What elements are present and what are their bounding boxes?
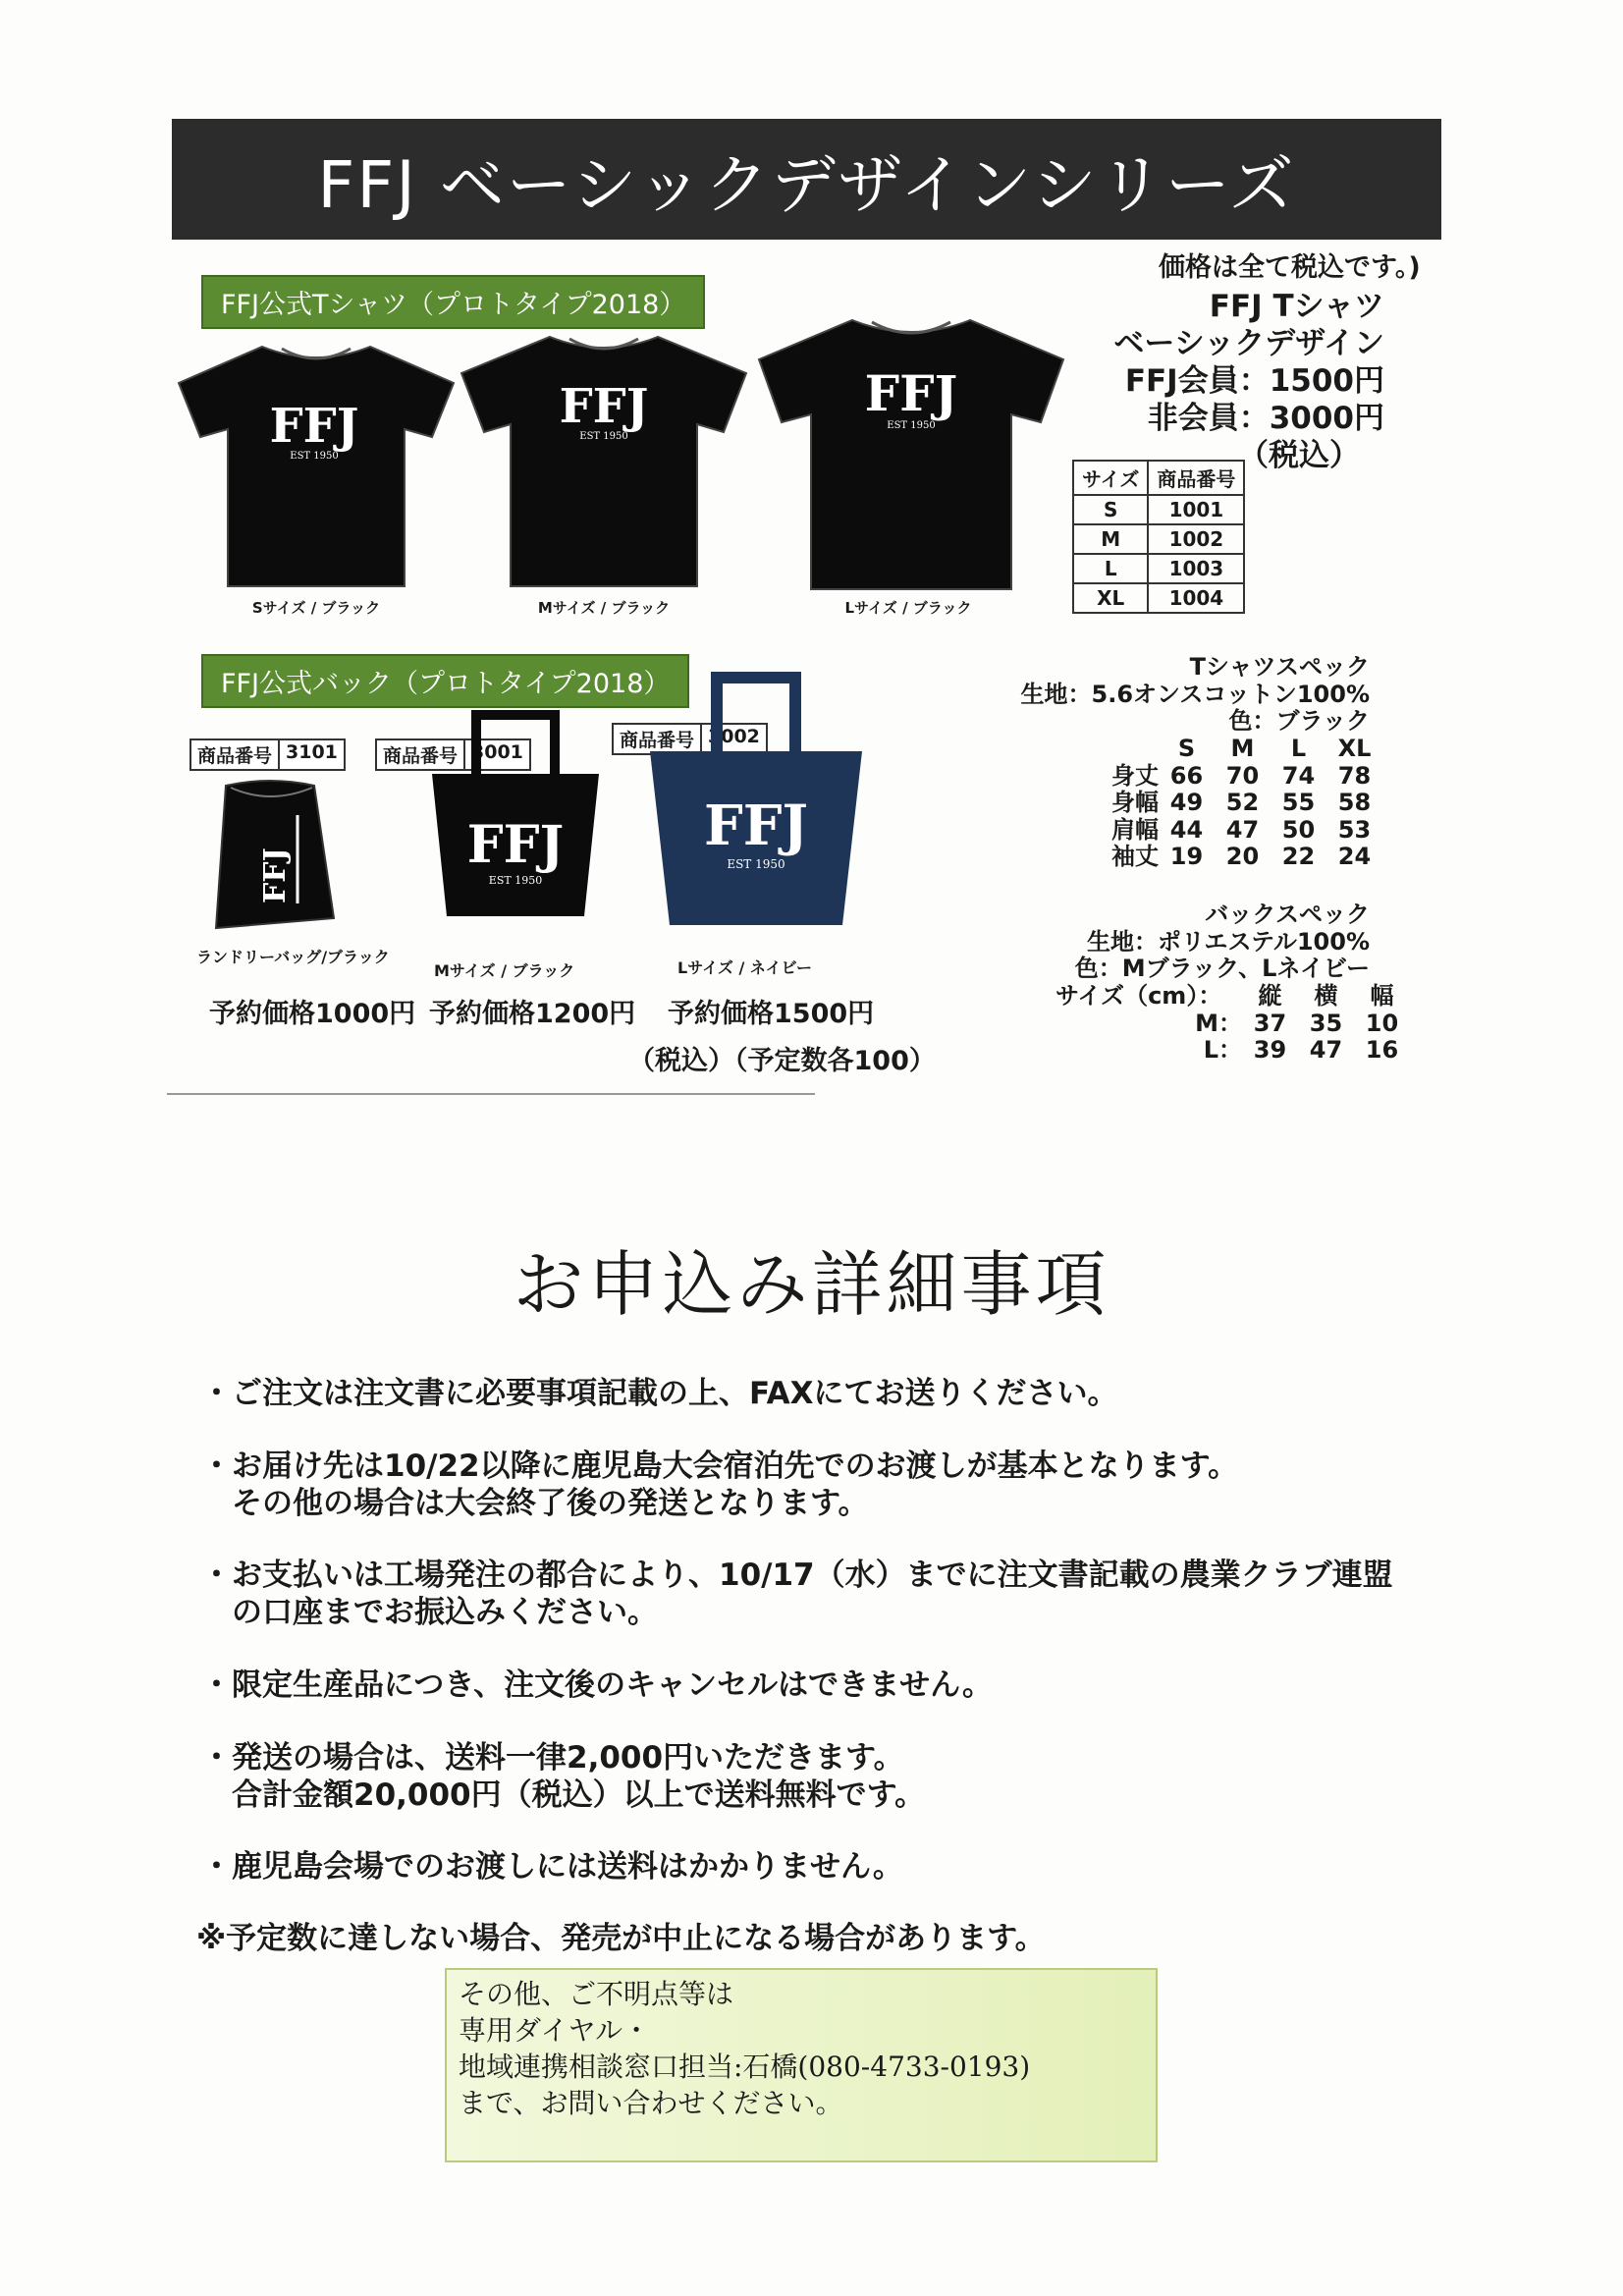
tote-m-logo: FFJ [466, 815, 565, 875]
table-row: L： 39 47 16 [1203, 1036, 1399, 1064]
svg-text:EST 1950: EST 1950 [488, 874, 543, 887]
tshirt-section-label: FFJ公式Tシャツ（プロトタイプ2018） [201, 275, 705, 329]
laundry-bag-image [196, 776, 344, 937]
svg-text:EST 1950: EST 1950 [579, 431, 628, 442]
table-row: L 1003 [1073, 554, 1244, 583]
tote-l-logo: FFJ [703, 793, 809, 858]
bag-number-label-3001: 商品番号 3001 [375, 738, 531, 771]
table-row: XL 1004 [1073, 583, 1244, 613]
detail-bullet-2: ・お届け先は10/22以降に鹿児島大会宿泊先でのお渡しが基本となります。 その他の場合は大会終了後の発送となります。 [201, 1449, 1239, 1521]
svg-text:EST 1950: EST 1950 [887, 420, 936, 431]
tee-spec-fabric: 生地：5.6オンスコットン100% [1020, 680, 1370, 708]
tshirt-image-m [457, 329, 751, 614]
banner-title: FFJ ベーシックデザインシリーズ [172, 119, 1441, 240]
tshirt-logo-l: FFJ [864, 364, 958, 422]
svg-text:EST 1950: EST 1950 [727, 857, 785, 871]
tshirt-image-s [169, 339, 463, 624]
tee-spec [982, 654, 1370, 736]
tshirt-image-l [754, 312, 1068, 597]
tshirt-logo-m: FFJ [559, 379, 649, 434]
details-heading: お申込み詳細事項 [513, 1243, 1110, 1326]
detail-bullet-6: ・鹿児島会場でのお渡しには送料はかかりません。 [201, 1849, 903, 1885]
detail-bullet-4: ・限定生産品につき、注文後のキャンセルはできません。 [201, 1667, 993, 1703]
detail-warning: ※予定数に達しない場合、発売が中止になる場合があります。 [196, 1921, 1046, 1956]
tee-info-line2: ベーシックデザイン [1113, 326, 1384, 361]
tshirt-logo-s: FFJ [269, 399, 359, 454]
bag-section-label: FFJ公式バック（プロトタイプ2018） [201, 654, 689, 708]
bag-spec [982, 902, 1370, 983]
tshirt-caption-m: Mサイズ / ブラック [537, 599, 671, 617]
tote-bag-l-image [648, 668, 864, 937]
table-row: M 1002 [1073, 524, 1244, 554]
tee-info-line1: FFJ Tシャツ [1209, 289, 1384, 324]
bag-number-label-3002: 商品番号 3002 [612, 723, 768, 755]
bag-spec-color: 色：Mブラック、Lネイビー [1074, 955, 1370, 982]
tee-info-tax: （税込） [1238, 438, 1360, 473]
detail-bullet-1: ・ご注文は注文書に必要事項記載の上、FAXにてお送りください。 [201, 1376, 1118, 1411]
bag-caption-m: Mサイズ / ブラック [434, 961, 575, 980]
contact-line1: その他、ご不明点等は [459, 1978, 734, 2010]
bag-caption-l: Lサイズ / ネイビー [677, 958, 812, 977]
tshirt-caption-l: Lサイズ / ブラック [844, 599, 972, 617]
table-row: 身幅 49 52 55 58 [1111, 789, 1372, 816]
bag-caption-laundry: ランドリーバッグ/ブラック [196, 948, 390, 966]
tee-spec-color: 色：ブラック [1228, 707, 1370, 735]
tee-info-nonmember-price: 非会員：3000円 [1147, 401, 1384, 436]
table-row: 身丈 66 70 74 78 [1111, 761, 1372, 790]
svg-text:FFJ: FFJ [258, 847, 293, 903]
price-note: 価格は全て税込です。) [1159, 252, 1421, 283]
tote-bag-m-image [427, 705, 604, 925]
bag-price-l: 予約価格1500円 [668, 999, 875, 1029]
detail-bullet-5: ・発送の場合は、送料一律2,000円いただきます。 合計金額20,000円（税込）以上で送料無料です。 [201, 1740, 926, 1813]
svg-text:EST 1950: EST 1950 [290, 451, 339, 462]
detail-bullet-3: ・お支払いは工場発注の都合により、10/17（水）までに注文書記載の農業クラブ連盟 の口座までお振込みください。 [201, 1558, 1393, 1630]
tee-spec-title: Tシャツスペック [1189, 653, 1370, 681]
tee-info-member-price: FFJ会員：1500円 [1124, 363, 1384, 399]
tshirt-caption-s: Sサイズ / ブラック [251, 599, 381, 617]
size-table-header-size: サイズ [1073, 461, 1148, 495]
tee-spec-grid: S M L XL 身丈 66 70 74 78 身幅 49 52 55 58 肩幅 44 47 50 53 袖丈 19 20 22 24 [1090, 736, 1382, 871]
bag-note: （税込）（予定数各100） [628, 1046, 936, 1076]
tee-info [1109, 288, 1384, 474]
bag-spec-title: バックスペック [1205, 901, 1370, 928]
bag-number-label-3101: 商品番号 3101 [189, 738, 346, 771]
table-row: 袖丈 19 20 22 24 [1111, 843, 1372, 870]
table-row: 肩幅 44 47 50 53 [1111, 815, 1372, 844]
table-row: M： 37 35 10 [1195, 1009, 1399, 1037]
bag-price-laundry: 予約価格1000円 [209, 999, 416, 1029]
contact-line2: 専用ダイヤル・ [459, 2014, 651, 2047]
table-row: S 1001 [1073, 495, 1244, 524]
size-table-header-number: 商品番号 [1148, 461, 1244, 495]
bag-spec-grid: サイズ（cm）： 縦 横 幅 M： 37 35 10 L： 39 47 16 [1055, 983, 1410, 1065]
size-table [1072, 460, 1245, 614]
contact-phone: 地域連携相談窓口担当:石橋(080-4733-0193) [459, 2050, 1031, 2083]
contact-box [445, 1968, 1158, 2162]
section-divider [167, 1093, 815, 1095]
bag-price-m: 予約価格1200円 [429, 999, 636, 1029]
bag-spec-fabric: 生地：ポリエステル100% [1087, 927, 1370, 956]
contact-line4: まで、お問い合わせください。 [459, 2087, 843, 2119]
